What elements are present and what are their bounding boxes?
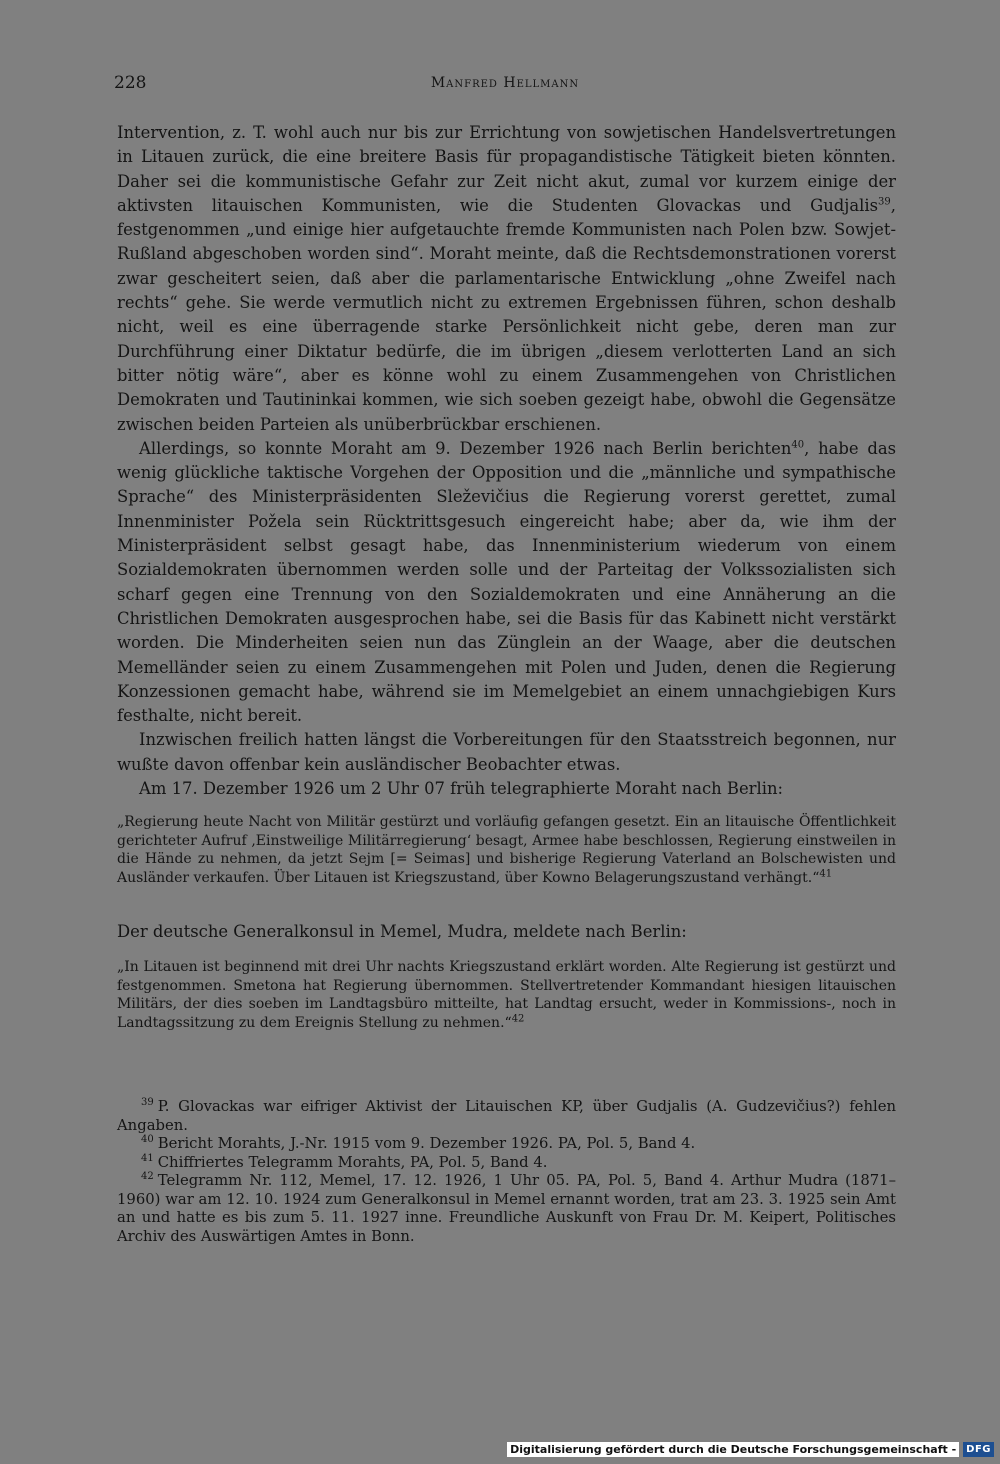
footnote-39: $^{39}$ P. Glovackas war eifriger Aktivist der Litauischen KP, über Gudjalis (A. Gudzevičius?) fehlen Angaben. bbox=[117, 1097, 896, 1134]
footnote-41: $^{41}$ Chiffriertes Telegramm Morahts, PA, Pol. 5, Band 4. bbox=[141, 1152, 548, 1171]
paragraph-3: Inzwischen freilich hatten längst die Vorbereitungen für den Staatsstreich begonnen, nur wußte davon offenbar kein ausländischer Beobachter etwas. bbox=[117, 730, 896, 774]
footnote-ref-40[interactable]: 40 bbox=[791, 439, 805, 451]
main-text bbox=[117, 121, 896, 801]
block-quote-telegram-mudra: „In Litauen ist beginnend mit drei Uhr nachts Kriegszustand erklärt worden. Alte Regierung ist gestürzt und festgenommen. Smetona hat Regierung übernommen. Stellvertretender Kommandant hiesigen litauischen Militärs, der dies soeben im Landtagsbüro mitteilte, hat Landtag ersucht, weder in Kommissions-, noch in Landtagssitzung zu dem Ereignis Stellung zu nehmen.“$^{42}$ bbox=[117, 959, 896, 1031]
paragraph-4: Am 17. Dezember 1926 um 2 Uhr 07 früh telegraphierte Moraht nach Berlin: bbox=[139, 779, 784, 799]
bridge-sentence: Der deutsche Generalkonsul in Memel, Mudra, meldete nach Berlin: bbox=[117, 922, 687, 941]
footnote-ref-39[interactable]: 39 bbox=[878, 196, 891, 208]
footnote-ref-42[interactable]: 42 bbox=[511, 1012, 525, 1024]
footnote-42: $^{42}$ Telegramm Nr. 112, Memel, 17. 12. 1926, 1 Uhr 05. PA, Pol. 5, Band 4. Arthur Mudra (1871–1960) war am 12. 10. 1924 zum Generalkonsul in Memel ernannt worden, trat am 23. 3. 1925 sein Amt an und hatte es bis zum 5. 11. 1927 inne. Freundliche Auskunft von Frau Dr. M. Keipert, Politisches Archiv des Auswärtigen Amtes in Bonn. bbox=[117, 1171, 896, 1245]
dfg-logo[interactable]: DFG bbox=[963, 1442, 994, 1457]
footnote-40: $^{40}$ Bericht Morahts, J.-Nr. 1915 vom 9. Dezember 1926. PA, Pol. 5, Band 4. bbox=[141, 1134, 696, 1152]
digitization-footer bbox=[507, 1440, 994, 1458]
paragraph-2: Allerdings, so konnte Moraht am 9. Dezember 1926 nach Berlin berichten$^{40}$, habe das wenig glückliche taktische Vorgehen der Opposition und die „männliche und sympathische Sprache“ des Ministerpräsidenten Sleževičius die Regierung vorerst gerettet, zumal Innenminister Požela sein Rücktrittsgesuch eingereicht habe; aber da, wie ihm der Ministerpräsident selbst gesagt habe, das Innenministerium wiederum von einem Sozialdemokraten übernommen werden solle und der Parteitag der Volkssozialisten sich scharf gegen eine Trennung von den Sozialdemokraten und eine Annäherung an die Christlichen Demokraten ausgesprochen habe, sei die Basis für das Kabinett nicht verstärkt worden. Die Minderheiten seien nun das Zünglein an der Waage, aber die deutschen Memelländer seien zu einem Zusammengehen mit Polen und Juden, denen die Regierung Konzessionen gemacht habe, während sie im Memelgebiet an einem unnachgiebigen Kurs festhalte, nicht bereit. bbox=[117, 438, 897, 726]
footnote-ref-41[interactable]: 41 bbox=[819, 867, 833, 879]
running-head: Manfred Hellmann bbox=[430, 75, 580, 91]
page-header bbox=[114, 73, 896, 101]
page-number: 228 bbox=[114, 73, 147, 93]
funding-notice: Digitalisierung gefördert durch die Deutsche Forschungsgemeinschaft - bbox=[507, 1442, 959, 1457]
footnotes bbox=[117, 1098, 896, 1246]
paragraph-1: Intervention, z. T. wohl auch nur bis zur Errichtung von sowjetischen Handelsvertretungen in Litauen zurück, die eine breitere Basis für propagandistische Tätigkeit bieten könnten. Daher sei die kommunistische Gefahr zur Zeit nicht akut, zumal vor kurzem einige der aktivsten litauischen Kommunisten, wie die Studenten Glovackas und Gudjalis$^{39}$, festgenommen „und einige hier aufgetauchte fremde Kommunisten nach Polen bzw. Sowjet-Rußland abgeschoben worden sind“. Moraht meinte, daß die Rechtsdemonstrationen vorerst zwar gescheitert seien, daß aber die parlamentarische Entwicklung „ohne Zweifel nach rechts“ gehe. Sie werde vermutlich nicht zu extremen Ergebnissen führen, schon deshalb nicht, weil es eine überragende starke Persönlichkeit nicht gebe, deren man zur Durchführung einer Diktatur bedürfe, die im übrigen „diesem verlotterten Land an sich bitter nötig wäre“, aber es könne wohl zu einem Zusammengehen von Christlichen Demokraten und Tautininkai kommen, wie sich soeben gezeigt habe, obwohl die Gegensätze zwischen beiden Parteien als unüberbrückbar erschienen. bbox=[117, 123, 896, 434]
block-quote-telegram-moraht: „Regierung heute Nacht von Militär gestürzt und vorläufig gefangen gesetzt. Ein an litauische Öffentlichkeit gerichteter Aufruf ‚Einstweilige Militärregierung‘ besagt, Armee habe beschlossen, Regierung einstweilen in die Hände zu nehmen, da jetzt Sejm [= Seimas] und bisherige Regierung Vaterland an Bolschewisten und Ausländer verkaufen. Über Litauen ist Kriegszustand, über Kowno Belagerungszustand verhängt.“$^{41}$ bbox=[117, 814, 896, 886]
